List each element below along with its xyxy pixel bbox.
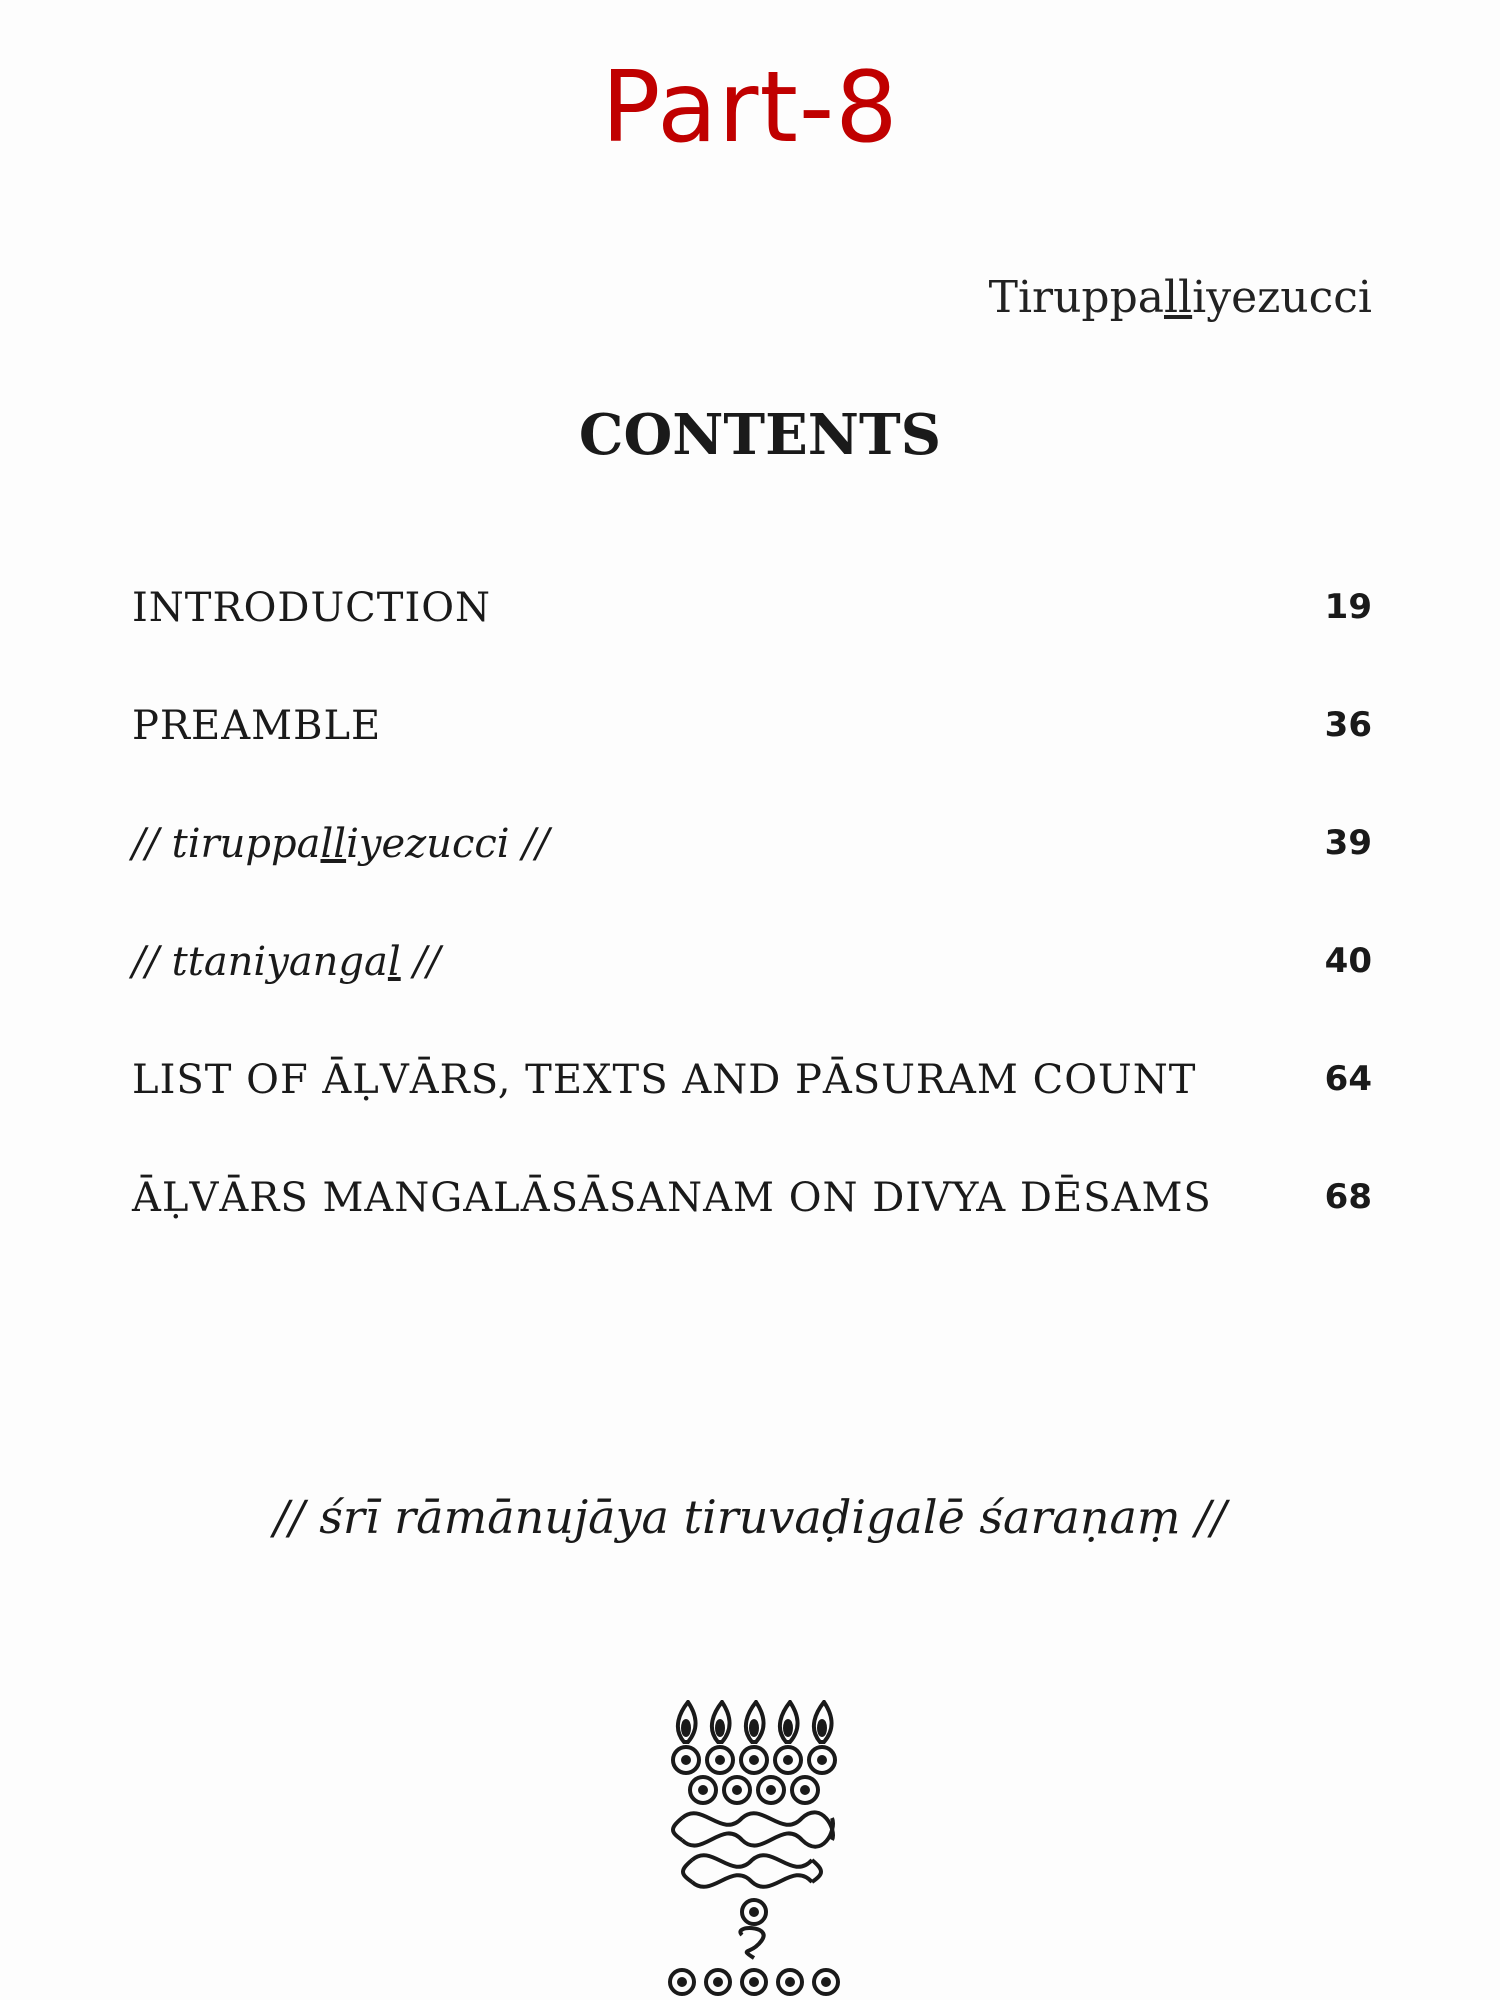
lamp-flames: [678, 1702, 832, 1742]
invocation-verse: // śrī rāmānujāya tiruvaḍigalē śaraṇaṃ //: [273, 1490, 1227, 1544]
toc-entry-label: LIST OF ĀḶVĀRS, TEXTS AND PĀSURAM COUNT: [132, 1057, 1197, 1103]
toc-entry-page-number: 40: [1324, 941, 1372, 981]
table-of-contents: [132, 585, 1372, 1293]
toc-entry-label: // tiruppalliyezucci //: [132, 821, 550, 867]
contents-title: CONTENTS: [578, 402, 942, 468]
toc-entry-label: ĀḶVĀRS MANGALĀSĀSANAM ON DIVYA DĒSAMS: [132, 1175, 1212, 1221]
toc-entry-introduction[interactable]: [132, 585, 1372, 703]
running-header: Tiruppalliyezucci: [988, 272, 1372, 323]
toc-entry-page-number: 64: [1324, 1059, 1372, 1099]
toc-entry-page-number: 39: [1324, 823, 1372, 863]
toc-entry-tiruppalliyezucci[interactable]: [132, 821, 1372, 939]
bleed-through-shadow: [410, 540, 424, 591]
toc-entry-label: // ttaniyangal //: [132, 939, 441, 985]
toc-entry-label: INTRODUCTION: [132, 585, 492, 631]
part-heading: Part-8: [601, 51, 899, 165]
toc-entry-label: PREAMBLE: [132, 703, 382, 749]
lamp-ornament-icon: [662, 1700, 852, 2000]
toc-entry-list-of-alvars[interactable]: [132, 1057, 1372, 1175]
toc-entry-page-number: 68: [1324, 1177, 1372, 1217]
toc-entry-page-number: 19: [1324, 587, 1372, 627]
toc-entry-alvars-mangalasasanam[interactable]: [132, 1175, 1372, 1293]
toc-entry-page-number: 36: [1324, 705, 1372, 745]
toc-entry-preamble[interactable]: [132, 703, 1372, 821]
toc-entry-ttaniyangal[interactable]: [132, 939, 1372, 1057]
